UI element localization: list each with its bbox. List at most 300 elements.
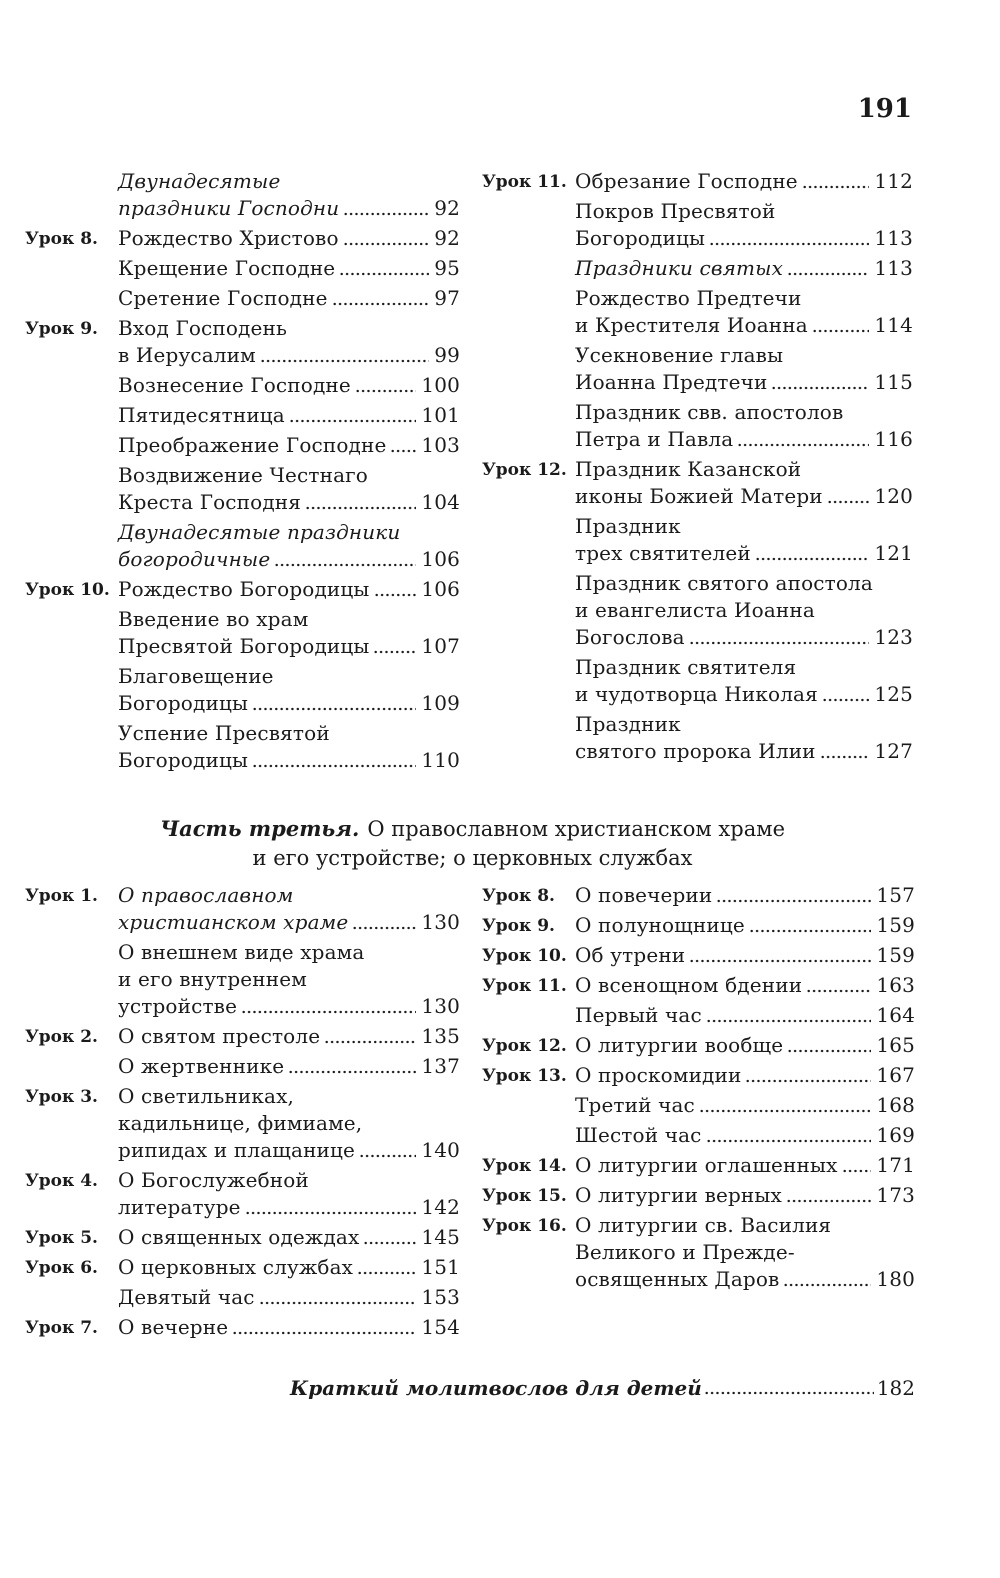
entry-line (575, 198, 913, 225)
entry-title: устройстве (118, 994, 238, 1018)
dot-leader (374, 576, 417, 603)
entry-line (575, 483, 913, 510)
page-ref: 121 (874, 541, 913, 565)
entry-title: О светильниках, (118, 1084, 295, 1108)
entry-line (575, 312, 913, 339)
toc-entry (25, 1224, 460, 1251)
entry-title: Пресвятой Богородицы (118, 634, 370, 658)
heading-line-1 (25, 814, 920, 844)
entry-title: и евангелиста Иоанна (575, 598, 815, 622)
entry-line (118, 1110, 460, 1137)
dot-leader (749, 912, 872, 939)
page-ref: 104 (421, 490, 460, 514)
entry-line (575, 1002, 915, 1029)
entry-title: и его внутреннем (118, 967, 307, 991)
dot-leader (706, 1122, 872, 1149)
entry-line (575, 1062, 915, 1089)
entry-line (575, 1266, 915, 1293)
dot-leader (373, 633, 416, 660)
dot-leader (716, 882, 871, 909)
lesson-label: Урок 8. (482, 886, 555, 906)
entry-title: Благовещение (118, 664, 274, 688)
entry-title: Об утрени (575, 943, 686, 967)
lesson-label: Урок 2. (25, 1027, 98, 1047)
page-ref: 130 (421, 910, 460, 934)
entry-line (575, 654, 913, 681)
toc-entry (25, 225, 460, 252)
page-ref: 169 (876, 1123, 915, 1147)
page-ref: 113 (874, 256, 913, 280)
lesson-label: Урок 8. (25, 229, 98, 249)
toc-entry (25, 285, 460, 312)
page-ref: 113 (874, 226, 913, 250)
entry-title: Праздник свв. апостолов (575, 400, 844, 424)
entry-line (118, 882, 460, 909)
page-ref: 95 (434, 256, 460, 280)
page-ref: 106 (421, 577, 460, 601)
page-ref: 151 (421, 1255, 460, 1279)
dot-leader (289, 402, 416, 429)
entry-line (118, 315, 460, 342)
entry-line (118, 546, 460, 573)
entry-line (575, 738, 913, 765)
page-ref: 99 (434, 343, 460, 367)
dot-leader (806, 972, 871, 999)
entry-title: О всенощном бдении (575, 973, 803, 997)
entry-title: Воздвижение Честнаго (118, 463, 368, 487)
dot-leader (252, 747, 416, 774)
entry-title: Рождество Предтечи (575, 286, 802, 310)
entry-title: Петра и Павла (575, 427, 734, 451)
entry-title: Праздник святителя (575, 655, 797, 679)
page-ref: 168 (876, 1093, 915, 1117)
entry-line (118, 993, 460, 1020)
entry-line (575, 255, 913, 282)
dot-leader (274, 546, 416, 573)
dot-leader (783, 1266, 871, 1293)
entry-line (575, 1092, 915, 1119)
page-ref: 137 (421, 1054, 460, 1078)
dot-leader (842, 1152, 872, 1179)
toc-entry (482, 168, 913, 195)
entry-line (575, 1182, 915, 1209)
dot-leader (288, 1053, 416, 1080)
page-ref: 123 (874, 625, 913, 649)
dot-leader (332, 285, 430, 312)
page-number: 191 (857, 94, 912, 124)
toc-lower-left-column (25, 882, 460, 1344)
toc-entry (25, 315, 460, 369)
entry-line (575, 426, 913, 453)
entry-line (118, 633, 460, 660)
dot-leader (343, 195, 429, 222)
page-ref: 120 (874, 484, 913, 508)
entry-title: Богородицы (575, 226, 706, 250)
entry-title: О литургии св. Василия (575, 1213, 832, 1237)
entry-line (118, 402, 460, 429)
page-ref: 163 (876, 973, 915, 997)
entry-line (118, 576, 460, 603)
lesson-label: Урок 6. (25, 1258, 98, 1278)
entry-title: О литургии оглашенных (575, 1153, 838, 1177)
entry-title: Праздник Казанской (575, 457, 802, 481)
toc-entry (482, 1182, 915, 1209)
appendix-entry (290, 1374, 915, 1402)
entry-line (575, 882, 915, 909)
toc-entry (25, 168, 460, 222)
entry-title: трех святителей (575, 541, 751, 565)
entry-line (575, 1212, 915, 1239)
entry-title: О священных одеждах (118, 1225, 360, 1249)
dot-leader (704, 1374, 874, 1402)
entry-title: Двунадесятые праздники (118, 520, 401, 544)
entry-line (575, 1152, 915, 1179)
entry-title: Преображение Господне (118, 433, 387, 457)
entry-title: Покров Пресвятой (575, 199, 776, 223)
entry-title: Праздники святых (575, 256, 784, 280)
toc-entry (482, 456, 913, 510)
entry-line (118, 489, 460, 516)
entry-line (118, 285, 460, 312)
entry-line (118, 462, 460, 489)
entry-line (118, 168, 460, 195)
toc-entry (482, 972, 915, 999)
toc-entry (482, 1152, 915, 1179)
entry-line (575, 1239, 915, 1266)
dot-leader (802, 168, 870, 195)
toc-entry (482, 882, 915, 909)
entry-title: Иоанна Предтечи (575, 370, 768, 394)
toc-entry (25, 576, 460, 603)
entry-line (575, 513, 913, 540)
entry-line (118, 909, 460, 936)
page-ref: 140 (421, 1138, 460, 1162)
toc-entry (482, 1032, 915, 1059)
dot-leader (706, 1002, 872, 1029)
toc-entry (25, 606, 460, 660)
lesson-label: Урок 13. (482, 1066, 567, 1086)
page-ref: 115 (874, 370, 913, 394)
entry-line (575, 369, 913, 396)
entry-line (575, 399, 913, 426)
dot-leader (241, 993, 416, 1020)
entry-line (575, 168, 913, 195)
entry-line (118, 606, 460, 633)
toc-entry (482, 912, 915, 939)
page-ref: 171 (876, 1153, 915, 1177)
page-ref: 165 (876, 1033, 915, 1057)
entry-title: О повечерии (575, 883, 713, 907)
toc-entry (482, 654, 913, 708)
entry-title: О проскомидии (575, 1063, 742, 1087)
dot-leader (355, 372, 416, 399)
page-ref: 92 (434, 226, 460, 250)
page-ref: 103 (421, 433, 460, 457)
entry-title: Девятый час (118, 1285, 255, 1309)
dot-leader (786, 1182, 871, 1209)
entry-title: Праздник (575, 712, 681, 736)
page-ref: 101 (421, 403, 460, 427)
entry-title: Обрезание Господне (575, 169, 798, 193)
page-ref: 106 (421, 547, 460, 571)
toc-entry (25, 939, 460, 1020)
dot-leader (339, 255, 429, 282)
lesson-label: Урок 12. (482, 1036, 567, 1056)
entry-line (118, 1254, 460, 1281)
dot-leader (709, 225, 869, 252)
part-title-line-1: О православном христианском храме (367, 817, 786, 841)
toc-entry (25, 1053, 460, 1080)
lesson-label: Урок 3. (25, 1087, 98, 1107)
entry-line (118, 1314, 460, 1341)
entry-title: Усекновение главы (575, 343, 784, 367)
entry-title: святого пророка Илии (575, 739, 816, 763)
toc-entry (25, 432, 460, 459)
toc-entry (25, 1083, 460, 1164)
entry-line (118, 939, 460, 966)
toc-entry (25, 372, 460, 399)
page-ref: 112 (874, 169, 913, 193)
entry-title: кадильнице, фимиаме, (118, 1111, 363, 1135)
lesson-label: Урок 9. (25, 319, 98, 339)
lesson-label: Урок 16. (482, 1216, 567, 1236)
entry-line (118, 195, 460, 222)
entry-title: Шестой час (575, 1123, 702, 1147)
entry-line (118, 1023, 460, 1050)
entry-line (118, 1224, 460, 1251)
entry-title: Великого и Прежде- (575, 1240, 795, 1264)
page-ref: 130 (421, 994, 460, 1018)
part-label: Часть третья. (159, 816, 360, 841)
page-ref: 100 (421, 373, 460, 397)
entry-line (118, 690, 460, 717)
lesson-label: Урок 11. (482, 172, 567, 192)
entry-line (575, 225, 913, 252)
entry-title: Вход Господень (118, 316, 288, 340)
toc-lower-right-column (482, 882, 915, 1296)
entry-line (118, 1083, 460, 1110)
lesson-label: Урок 12. (482, 460, 567, 480)
page-ref: 153 (421, 1285, 460, 1309)
dot-leader (822, 681, 869, 708)
dot-leader (745, 1062, 871, 1089)
page-ref: 164 (876, 1003, 915, 1027)
dot-leader (305, 489, 416, 516)
lesson-label: Урок 10. (25, 580, 110, 600)
dot-leader (363, 1224, 416, 1251)
entry-title: Праздник святого апостола (575, 571, 873, 595)
lesson-label: Урок 1. (25, 886, 98, 906)
entry-title: О Богослужебной (118, 1168, 309, 1192)
entry-line (118, 432, 460, 459)
toc-entry (482, 1002, 915, 1029)
lesson-label: Урок 5. (25, 1228, 98, 1248)
dot-leader (252, 690, 416, 717)
entry-title: иконы Божией Матери (575, 484, 823, 508)
entry-title: Крещение Господне (118, 256, 336, 280)
entry-line (575, 540, 913, 567)
entry-title: О литургии вообще (575, 1033, 784, 1057)
entry-line (575, 597, 913, 624)
entry-title: христианском храме (118, 910, 349, 934)
appendix-title: Краткий молитвослов для детей (290, 1376, 702, 1400)
entry-title: О жертвеннике (118, 1054, 285, 1078)
dot-leader (352, 909, 416, 936)
lesson-label: Урок 14. (482, 1156, 567, 1176)
entry-title: Третий час (575, 1093, 695, 1117)
lesson-label: Урок 11. (482, 976, 567, 996)
entry-title: Двунадесятые (118, 169, 281, 193)
entry-title: освященных Даров (575, 1267, 780, 1291)
toc-entry (482, 1122, 915, 1149)
entry-line (575, 711, 913, 738)
part-three-heading (25, 814, 920, 873)
toc-entry (25, 1254, 460, 1281)
entry-line (575, 972, 915, 999)
entry-title: О внешнем виде храма (118, 940, 365, 964)
entry-line (118, 342, 460, 369)
heading-line-2 (25, 844, 920, 873)
dot-leader (827, 483, 870, 510)
dot-leader (787, 255, 869, 282)
page-ref: 167 (876, 1063, 915, 1087)
part-title-line-2: и его устройстве; о церковных службах (252, 846, 693, 870)
page-ref: 142 (421, 1195, 460, 1219)
toc-entry (482, 1212, 915, 1293)
entry-line (118, 1194, 460, 1221)
entry-title: Рождество Христово (118, 226, 339, 250)
toc-entry (482, 285, 913, 339)
page-ref: 154 (421, 1315, 460, 1339)
page-ref: 182 (876, 1376, 915, 1400)
toc-entry (482, 399, 913, 453)
toc-entry (482, 513, 913, 567)
toc-entry (25, 519, 460, 573)
dot-leader (245, 1194, 417, 1221)
entry-title: рипидах и плащанице (118, 1138, 356, 1162)
page-ref: 107 (421, 634, 460, 658)
toc-entry (25, 255, 460, 282)
toc-entry (25, 1284, 460, 1311)
entry-line (575, 912, 915, 939)
entry-title: О литургии верных (575, 1183, 782, 1207)
entry-title: Успение Пресвятой (118, 721, 330, 745)
entry-line (575, 456, 913, 483)
entry-title: Богослова (575, 625, 685, 649)
dot-leader (812, 312, 870, 339)
entry-line (118, 1284, 460, 1311)
lesson-label: Урок 9. (482, 916, 555, 936)
page-ref: 180 (876, 1267, 915, 1291)
dot-leader (771, 369, 869, 396)
toc-entry (482, 342, 913, 396)
entry-line (575, 342, 913, 369)
lesson-label: Урок 15. (482, 1186, 567, 1206)
toc-upper-left-column (25, 168, 460, 777)
toc-entry (25, 720, 460, 774)
dot-leader (343, 225, 430, 252)
dot-leader (820, 738, 870, 765)
page-ref: 127 (874, 739, 913, 763)
entry-line (118, 1137, 460, 1164)
page-ref: 125 (874, 682, 913, 706)
entry-title: и чудотворца Николая (575, 682, 818, 706)
entry-title: О святом престоле (118, 1024, 321, 1048)
toc-entry (482, 942, 915, 969)
toc-entry (25, 663, 460, 717)
toc-entry (482, 1062, 915, 1089)
toc-entry (482, 1092, 915, 1119)
page-ref: 110 (421, 748, 460, 772)
entry-title: Богородицы (118, 748, 249, 772)
entry-title: О церковных службах (118, 1255, 354, 1279)
dot-leader (324, 1023, 416, 1050)
page-ref: 97 (434, 286, 460, 310)
lesson-label: Урок 7. (25, 1318, 98, 1338)
dot-leader (260, 342, 429, 369)
entry-line (118, 372, 460, 399)
entry-line (575, 624, 913, 651)
toc-entry (25, 402, 460, 429)
entry-title: богородичные (118, 547, 271, 571)
toc-upper-right-column (482, 168, 913, 768)
entry-line (575, 570, 913, 597)
entry-title: праздники Господни (118, 196, 340, 220)
lesson-label: Урок 10. (482, 946, 567, 966)
page-ref: 114 (874, 313, 913, 337)
entry-line (118, 663, 460, 690)
page-ref: 116 (874, 427, 913, 451)
entry-line (118, 1167, 460, 1194)
page-ref: 159 (876, 913, 915, 937)
entry-title: О православном (118, 883, 294, 907)
entry-title: Креста Господня (118, 490, 302, 514)
entry-title: О полунощнице (575, 913, 745, 937)
entry-line (118, 225, 460, 252)
entry-title: О вечерне (118, 1315, 229, 1339)
entry-line (118, 255, 460, 282)
toc-entry (25, 882, 460, 936)
page-ref: 92 (434, 196, 460, 220)
entry-line (575, 285, 913, 312)
entry-title: Праздник (575, 514, 681, 538)
entry-line (118, 1053, 460, 1080)
dot-leader (689, 624, 870, 651)
entry-line (575, 942, 915, 969)
toc-entry (482, 570, 913, 651)
toc-entry (25, 1314, 460, 1341)
entry-line (575, 681, 913, 708)
entry-title: Богородицы (118, 691, 249, 715)
dot-leader (390, 432, 416, 459)
entry-title: Сретение Господне (118, 286, 328, 310)
page-ref: 135 (421, 1024, 460, 1048)
entry-line (118, 747, 460, 774)
dot-leader (357, 1254, 416, 1281)
lesson-label: Урок 4. (25, 1171, 98, 1191)
page-ref: 157 (876, 883, 915, 907)
page-ref: 159 (876, 943, 915, 967)
entry-title: Первый час (575, 1003, 702, 1027)
page-ref: 173 (876, 1183, 915, 1207)
dot-leader (755, 540, 870, 567)
toc-entry (25, 1167, 460, 1221)
entry-line (118, 519, 460, 546)
page-ref: 109 (421, 691, 460, 715)
toc-entry (482, 255, 913, 282)
entry-line (118, 966, 460, 993)
toc-entry (25, 462, 460, 516)
